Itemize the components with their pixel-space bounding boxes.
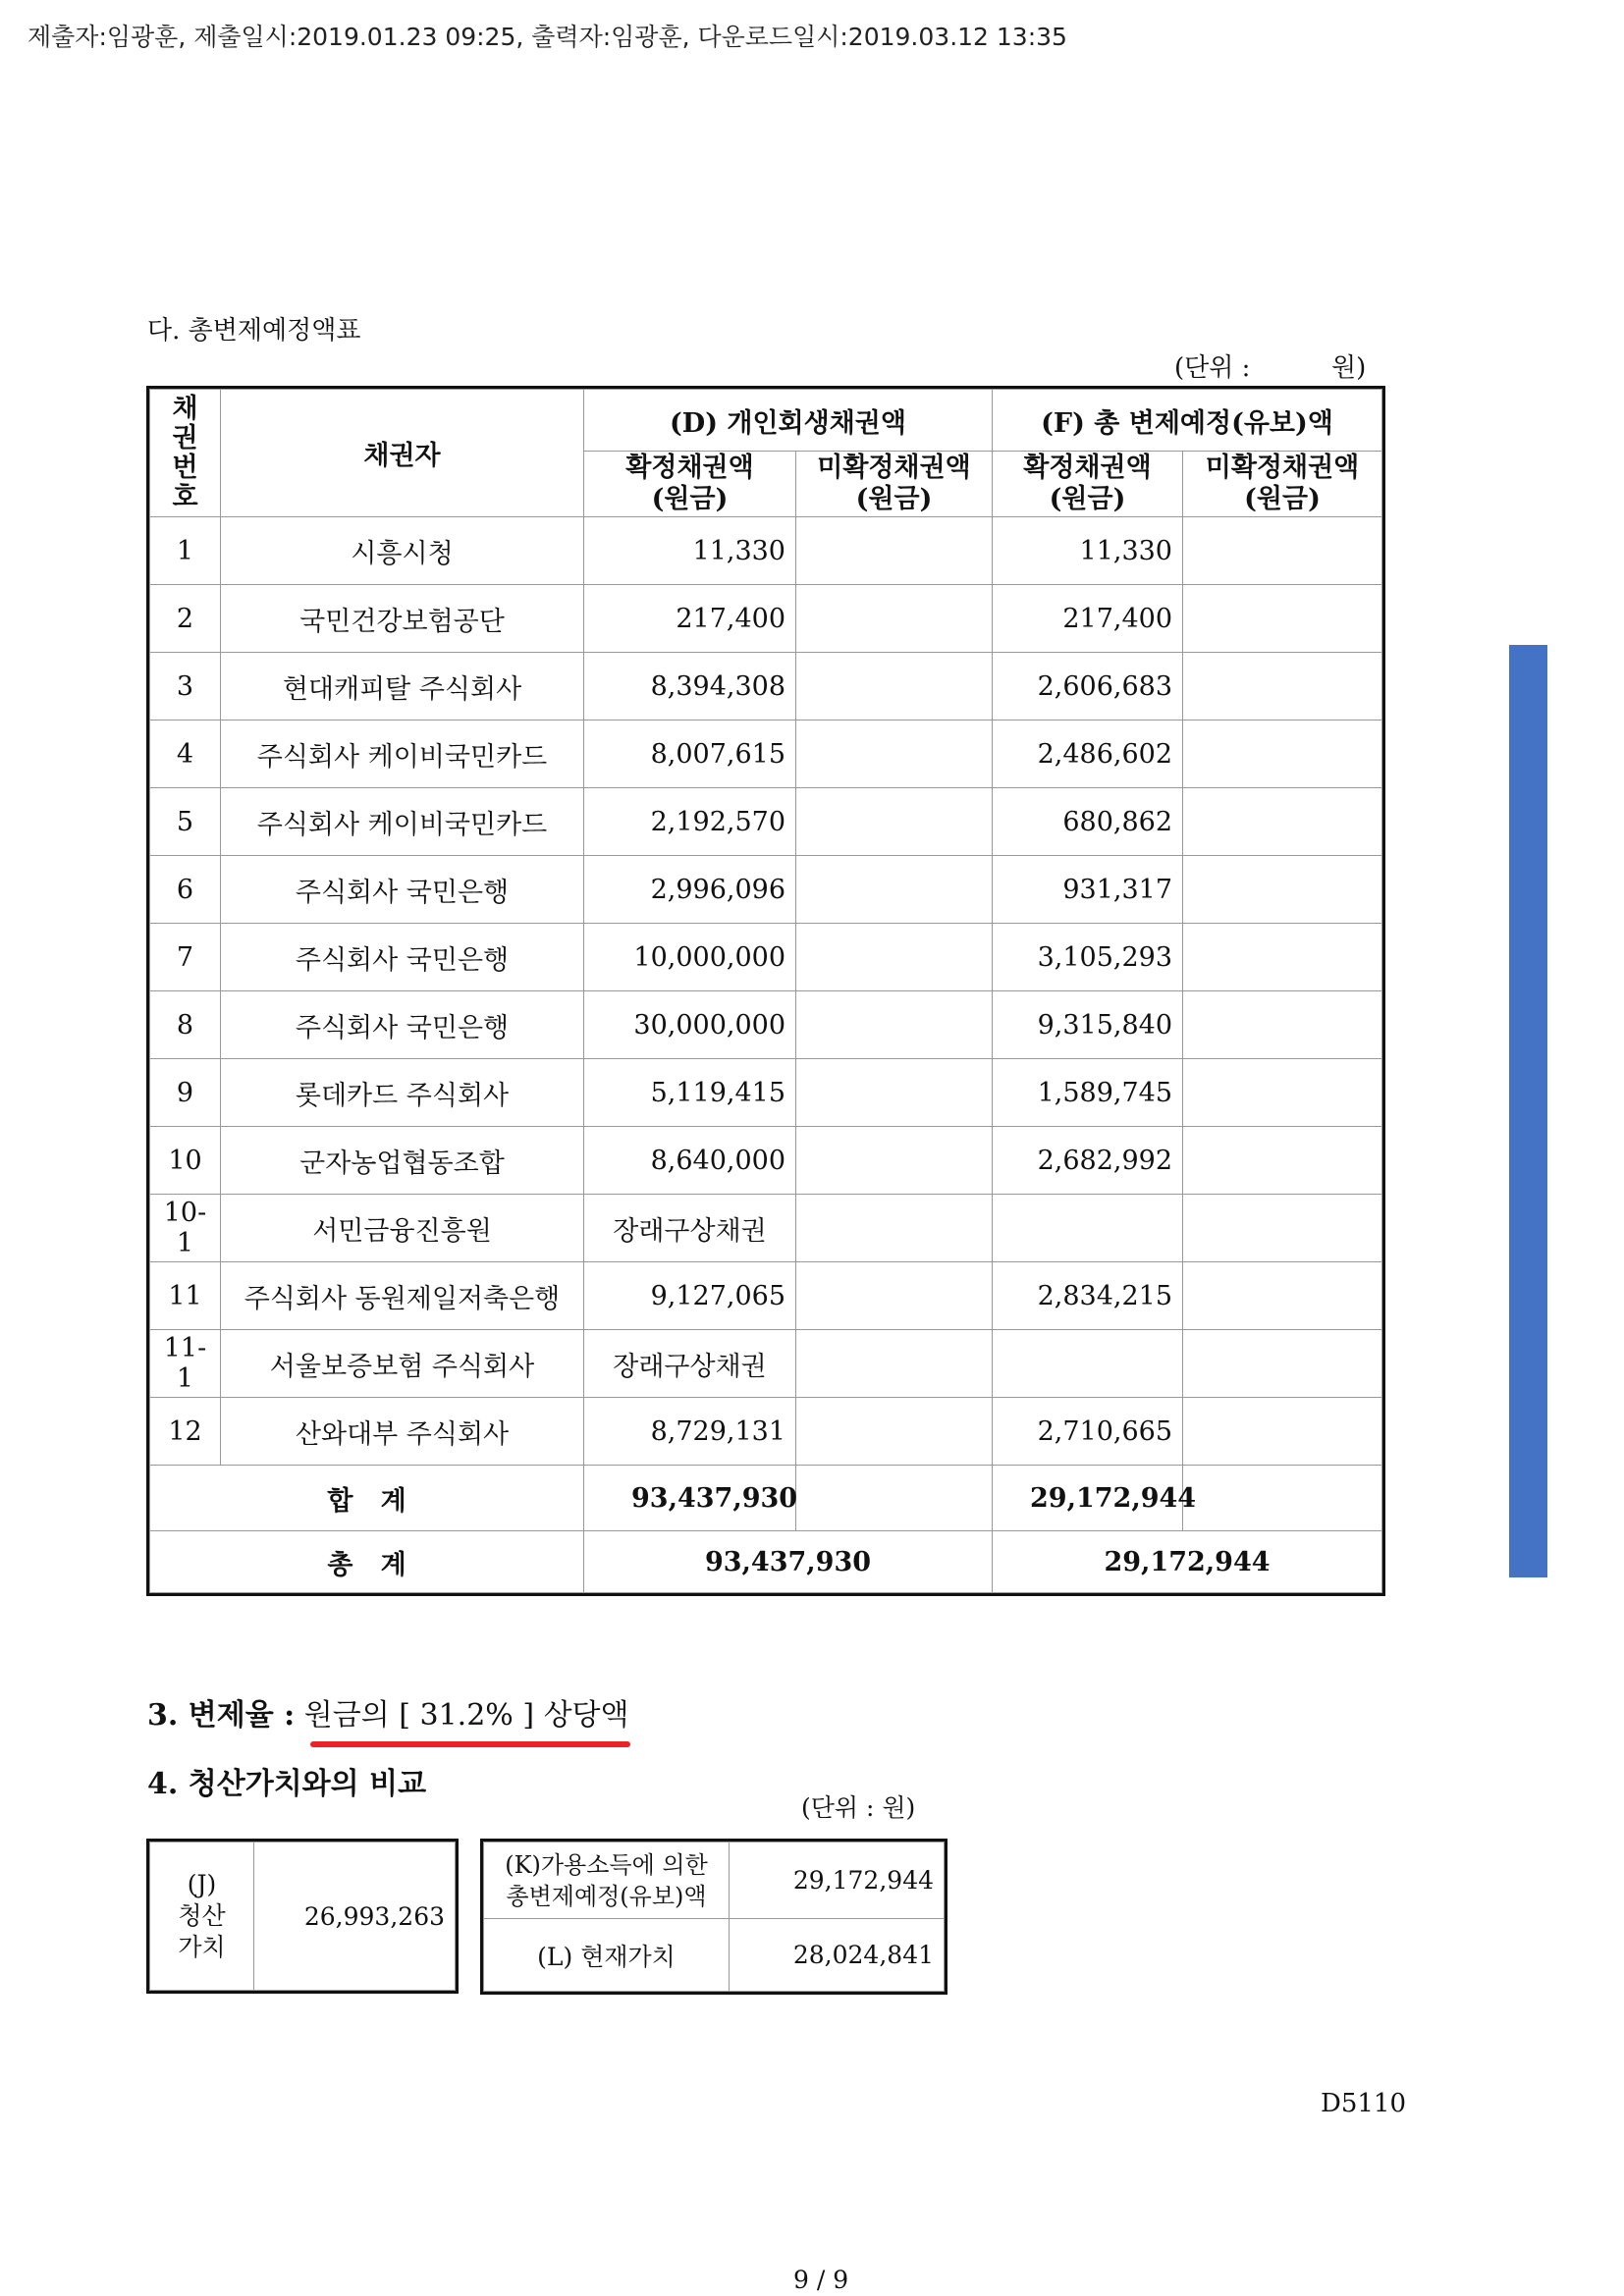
table-row (150, 1059, 1382, 1127)
d-confirmed-cell: 217,400 (584, 585, 796, 653)
repayment-schedule-table (149, 389, 1382, 1593)
creditor-no-cell: 4 (150, 721, 221, 788)
table-row (150, 721, 1382, 788)
creditor-no-cell: 1 (150, 517, 221, 585)
table-row (150, 1127, 1382, 1195)
repayment-comparison-box (483, 1842, 945, 1992)
header-creditor-no: 채권 번호 (150, 390, 221, 517)
table-row (150, 1262, 1382, 1330)
d-unconfirmed-cell (796, 1059, 993, 1127)
table-row (150, 1330, 1382, 1398)
d-confirmed-cell: 8,394,308 (584, 653, 796, 721)
document-header-metadata: 제출자:임광훈, 제출일시:2019.01.23 09:25, 출력자:임광훈, 다운로드일시:2019.03.12 13:35 (27, 23, 1067, 51)
document-code: D5110 (1321, 2089, 1407, 2118)
d-confirmed-cell: 장래구상채권 (584, 1195, 796, 1262)
table-row (150, 1195, 1382, 1262)
f-unconfirmed-cell (1183, 991, 1382, 1059)
header-creditor: 채권자 (221, 390, 584, 517)
table-row (150, 517, 1382, 585)
creditor-no-cell: 2 (150, 585, 221, 653)
f-unconfirmed-cell (1183, 856, 1382, 924)
d-confirmed-cell: 5,119,415 (584, 1059, 796, 1127)
creditor-name-cell: 주식회사 국민은행 (221, 924, 584, 991)
table-row (150, 788, 1382, 856)
f-unconfirmed-cell (1183, 788, 1382, 856)
d-unconfirmed-cell (796, 856, 993, 924)
creditor-no-cell: 6 (150, 856, 221, 924)
total-label: 총 계 (150, 1531, 584, 1593)
total-row (150, 1531, 1382, 1593)
f-confirmed-cell: 217,400 (993, 585, 1183, 653)
available-income-value: 29,172,944 (730, 1842, 945, 1919)
section-title: 다. 총변제예정액표 (147, 316, 361, 346)
f-confirmed-cell: 3,105,293 (993, 924, 1183, 991)
total-f: 29,172,944 (993, 1531, 1382, 1593)
header-f-unconfirmed: 미확정채권액 (원금) (1183, 452, 1382, 517)
f-unconfirmed-cell (1183, 1195, 1382, 1262)
f-confirmed-cell: 2,486,602 (993, 721, 1183, 788)
f-unconfirmed-cell (1183, 517, 1382, 585)
f-unconfirmed-cell (1183, 1059, 1382, 1127)
table-row (150, 653, 1382, 721)
creditor-name-cell: 주식회사 국민은행 (221, 991, 584, 1059)
creditor-no-cell: 10 (150, 1127, 221, 1195)
d-unconfirmed-cell (796, 721, 993, 788)
f-unconfirmed-cell (1183, 585, 1382, 653)
d-unconfirmed-cell (796, 1330, 993, 1398)
d-confirmed-cell: 9,127,065 (584, 1262, 796, 1330)
unit-label: (단위 : 원) (1174, 353, 1367, 383)
d-confirmed-cell: 10,000,000 (584, 924, 796, 991)
f-unconfirmed-cell (1183, 653, 1382, 721)
comparison-title: 4. 청산가치와의 비교 (147, 1767, 427, 1801)
header-f-confirmed: 확정채권액 (원금) (993, 452, 1183, 517)
f-confirmed-cell: 9,315,840 (993, 991, 1183, 1059)
repayment-rate-text: 원금의 [ 31.2% ] 상당액 (303, 1698, 629, 1733)
f-confirmed-cell: 2,682,992 (993, 1127, 1183, 1195)
creditor-name-cell: 시흥시청 (221, 517, 584, 585)
table-row (150, 585, 1382, 653)
f-unconfirmed-cell (1183, 1398, 1382, 1466)
total-d: 93,437,930 (584, 1531, 993, 1593)
d-confirmed-cell: 8,007,615 (584, 721, 796, 788)
f-confirmed-cell: 931,317 (993, 856, 1183, 924)
d-unconfirmed-cell (796, 1262, 993, 1330)
table-row (150, 924, 1382, 991)
f-confirmed-cell: 2,606,683 (993, 653, 1183, 721)
table-row (150, 991, 1382, 1059)
creditor-no-cell: 8 (150, 991, 221, 1059)
comparison-unit: (단위 : 원) (801, 1793, 916, 1822)
subtotal-f-unconfirmed (1183, 1466, 1382, 1531)
d-unconfirmed-cell (796, 788, 993, 856)
header-d-confirmed: 확정채권액 (원금) (584, 452, 796, 517)
d-confirmed-cell: 2,996,096 (584, 856, 796, 924)
f-confirmed-cell: 11,330 (993, 517, 1183, 585)
available-income-label: (K)가용소득에 의한 총변제예정(유보)액 (484, 1842, 730, 1919)
d-unconfirmed-cell (796, 517, 993, 585)
table-row (150, 856, 1382, 924)
present-value-label: (L) 현재가치 (484, 1919, 730, 1992)
creditor-no-cell: 10-1 (150, 1195, 221, 1262)
f-confirmed-cell: 2,710,665 (993, 1398, 1183, 1466)
subtotal-d-unconfirmed (796, 1466, 993, 1531)
page-number: 9 / 9 (793, 2266, 849, 2294)
creditor-name-cell: 주식회사 동원제일저축은행 (221, 1262, 584, 1330)
f-confirmed-cell: 1,589,745 (993, 1059, 1183, 1127)
d-confirmed-cell: 30,000,000 (584, 991, 796, 1059)
creditor-name-cell: 국민건강보험공단 (221, 585, 584, 653)
d-unconfirmed-cell (796, 924, 993, 991)
creditor-no-cell: 12 (150, 1398, 221, 1466)
f-unconfirmed-cell (1183, 924, 1382, 991)
d-unconfirmed-cell (796, 1127, 993, 1195)
f-unconfirmed-cell (1183, 721, 1382, 788)
creditor-name-cell: 서울보증보험 주식회사 (221, 1330, 584, 1398)
creditor-name-cell: 산와대부 주식회사 (221, 1398, 584, 1466)
d-unconfirmed-cell (796, 653, 993, 721)
creditor-name-cell: 주식회사 케이비국민카드 (221, 721, 584, 788)
d-unconfirmed-cell (796, 585, 993, 653)
creditor-name-cell: 서민금융진흥원 (221, 1195, 584, 1262)
f-unconfirmed-cell (1183, 1262, 1382, 1330)
subtotal-d-confirmed: 93,437,930 (584, 1466, 796, 1531)
creditor-no-cell: 3 (150, 653, 221, 721)
header-group-d: (D) 개인회생채권액 (584, 390, 993, 452)
subtotal-label: 합 계 (150, 1466, 584, 1531)
d-confirmed-cell: 2,192,570 (584, 788, 796, 856)
d-confirmed-cell: 11,330 (584, 517, 796, 585)
creditor-no-cell: 7 (150, 924, 221, 991)
creditor-name-cell: 주식회사 케이비국민카드 (221, 788, 584, 856)
repayment-rate-line (147, 1690, 629, 1734)
creditor-no-cell: 5 (150, 788, 221, 856)
d-confirmed-cell: 장래구상채권 (584, 1330, 796, 1398)
liquidation-value-label: (J) 청산 가치 (150, 1842, 254, 1991)
creditor-no-cell: 9 (150, 1059, 221, 1127)
repayment-rate-label: 3. 변제율 : (147, 1698, 296, 1733)
red-underline-mark (310, 1741, 630, 1747)
d-confirmed-cell: 8,640,000 (584, 1127, 796, 1195)
d-unconfirmed-cell (796, 991, 993, 1059)
f-unconfirmed-cell (1183, 1127, 1382, 1195)
present-value: 28,024,841 (730, 1919, 945, 1992)
liquidation-value: 26,993,263 (254, 1842, 456, 1991)
creditor-name-cell: 롯데카드 주식회사 (221, 1059, 584, 1127)
header-d-unconfirmed: 미확정채권액 (원금) (796, 452, 993, 517)
d-confirmed-cell: 8,729,131 (584, 1398, 796, 1466)
d-unconfirmed-cell (796, 1195, 993, 1262)
table-row (150, 1398, 1382, 1466)
d-unconfirmed-cell (796, 1398, 993, 1466)
f-confirmed-cell: 680,862 (993, 788, 1183, 856)
f-confirmed-cell (993, 1195, 1183, 1262)
header-group-f: (F) 총 변제예정(유보)액 (993, 390, 1382, 452)
subtotal-f-confirmed: 29,172,944 (993, 1466, 1183, 1531)
creditor-name-cell: 군자농업협동조합 (221, 1127, 584, 1195)
creditor-name-cell: 현대캐피탈 주식회사 (221, 653, 584, 721)
f-confirmed-cell (993, 1330, 1183, 1398)
subtotal-row (150, 1466, 1382, 1531)
side-scroll-bar[interactable] (1509, 645, 1547, 1577)
f-unconfirmed-cell (1183, 1330, 1382, 1398)
creditor-no-cell: 11-1 (150, 1330, 221, 1398)
f-confirmed-cell: 2,834,215 (993, 1262, 1183, 1330)
creditor-no-cell: 11 (150, 1262, 221, 1330)
creditor-name-cell: 주식회사 국민은행 (221, 856, 584, 924)
liquidation-value-box (149, 1842, 456, 1991)
